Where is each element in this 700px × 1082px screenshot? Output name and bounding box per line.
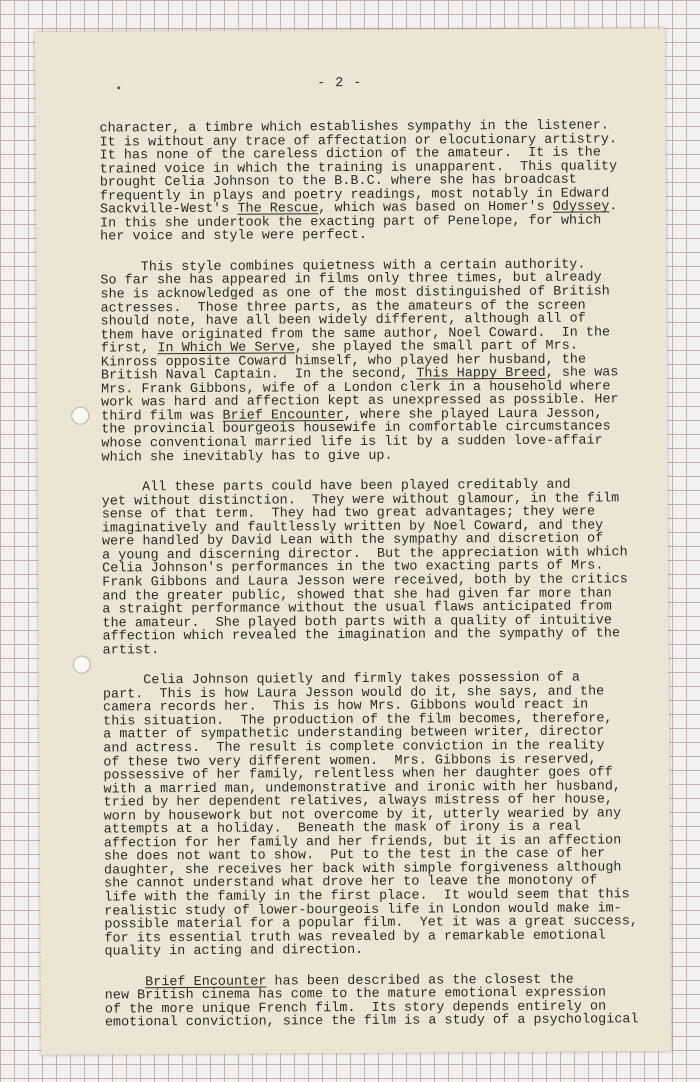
underlined-title: Brief Encounter xyxy=(145,974,267,990)
text-line: were handled by David Lean with the sympathy and discretion of xyxy=(101,531,604,550)
text-line: actresses. Those three parts, as the amateurs of the screen xyxy=(100,298,586,317)
punch-hole-top xyxy=(71,407,89,425)
text-line: Kinross opposite Coward himself, who played her husband, the xyxy=(100,352,587,371)
text-line: attempts at a holiday. Beneath the mask of irony is a real xyxy=(103,819,581,838)
text-line: affection which revealed the imagination and the sympathy of the xyxy=(102,626,621,645)
text-line: she does not want to show. Put to the test in the case of her xyxy=(103,846,606,865)
text-line: artist. xyxy=(102,642,160,659)
typed-page xyxy=(35,28,671,1055)
underlined-title: In Which We Serve xyxy=(157,340,295,357)
text-line: and the greater public, showed that she had given far more than xyxy=(102,585,612,605)
text-segment: . xyxy=(609,199,618,215)
text-line: camera records her. This is how Mrs. Gibbons would react in xyxy=(102,697,589,716)
text-line: yet without distinction. They were without glamour, in the film xyxy=(101,491,620,510)
text-line: life with the family in the first place. It would seem that this xyxy=(104,887,630,906)
text-line: Mrs. Frank Gibbons, wife of a London clerk in a household where xyxy=(101,379,611,398)
punch-hole-bottom xyxy=(73,656,91,674)
text-line: worn by housework but not overcome by it, utterly wearied by any xyxy=(103,806,622,825)
text-line: of the more unique French film. Its story depends entirely on xyxy=(104,999,607,1018)
text-line: the amateur. She played both parts with a quality of intuitive xyxy=(102,613,612,632)
text-segment: British Naval Captain. In the second, xyxy=(100,366,417,384)
text-segment: , which was based on Homer's xyxy=(318,200,553,217)
paragraph xyxy=(103,671,645,959)
page-number: - 2 - xyxy=(317,75,363,92)
text-line: with a married man, undemonstrative and ironic with her husband, xyxy=(103,778,622,798)
text-line: which she inevitably has to give up. xyxy=(101,448,393,466)
text-segment: , she played the small part of Mrs. xyxy=(294,338,578,356)
text-line: new British cinema has come to the mature emotional expression xyxy=(104,985,607,1004)
text-line: she cannot understand what drove her to leave the monotony of xyxy=(104,873,598,892)
text-line: emotional conviction, since the film is a study of a psychological xyxy=(104,1012,639,1031)
text-line: a straight performance without the usual flaws anticipated from xyxy=(102,599,612,618)
text-segment: third film was xyxy=(101,408,223,425)
text-line: a young and discerning director. But the appreciation with which xyxy=(102,545,628,564)
text-line: possible material for a popular film. Yet it was a great success, xyxy=(104,914,639,933)
text-line: this situation. The production of the film becomes, therefore, xyxy=(103,711,613,730)
text-line: imaginatively and faultlessly written by Noel Coward, and they xyxy=(101,518,604,537)
body-text xyxy=(99,119,645,1047)
text-line: tried by her dependent relatives, always mistress of her house, xyxy=(103,792,614,811)
text-line: So far she has appeared in films only three times, but already xyxy=(100,270,602,290)
ink-speck xyxy=(117,86,120,89)
text-line: brought Celia Johnson to the B.B.C. where she has broadcast xyxy=(99,172,577,191)
text-line: character, a timbre which establishes sympathy in the listener. xyxy=(99,118,609,137)
text-line: It is without any trace of affectation or elocutionary artistry. xyxy=(99,131,618,151)
text-line: them have originated from the same author, Noel Coward. In the xyxy=(100,325,611,344)
text-line: This style combines quietness with a certain authority. xyxy=(100,257,586,276)
text-line: affection for her family and her friends, but it is an affection xyxy=(103,833,622,852)
text-line: Celia Johnson quietly and firmly takes possession of a xyxy=(102,670,580,689)
text-line: her voice and style were perfect. xyxy=(100,228,368,245)
text-segment: first, xyxy=(100,341,158,357)
text-line: Frank Gibbons and Laura Jesson were received, both by the critics xyxy=(102,572,628,591)
text-line: she is acknowledged as one of the most distinguished of British xyxy=(100,284,610,303)
text-segment: Sackville-West's xyxy=(99,201,238,218)
paragraph xyxy=(100,258,641,464)
text-line: work was hard and affection kept as unexpressed as possible. Her xyxy=(101,392,619,411)
text-line: All these parts could have been played creditably and xyxy=(101,477,571,496)
paragraph xyxy=(105,973,645,1030)
text-segment: has been described as the closest the xyxy=(266,972,574,990)
text-line: possessive of her family, relentless when her daughter goes off xyxy=(103,765,613,784)
paragraph xyxy=(102,478,643,657)
underlined-title: Brief Encounter xyxy=(222,407,344,424)
text-line: In this she undertook the exacting part of Penelope, for which xyxy=(100,213,602,232)
text-line: should note, have all been widely different, although all of xyxy=(100,311,586,330)
text-line: part. This is how Laura Jesson would do it, she says, and the xyxy=(102,684,605,703)
text-line: and actress. The result is complete conviction in the reality xyxy=(103,738,605,757)
paragraph xyxy=(99,119,640,244)
text-line: daughter, she receives her back with simple forgiveness although xyxy=(103,860,622,879)
text-line: sense of that term. They had two great advantages; they were xyxy=(101,504,596,523)
text-line: a matter of sympathetic understanding between writer, director xyxy=(103,724,605,743)
text-line: of these two very different women. Mrs. Gibbons is reserved, xyxy=(103,752,597,771)
text-segment: , she was xyxy=(545,365,619,382)
underlined-title: This Happy Breed xyxy=(416,366,546,382)
text-line: the provincial bourgeois housewife in comfortable circumstances xyxy=(101,419,611,439)
text-line: It has none of the careless diction of the amateur. It is the xyxy=(99,145,601,164)
text-segment: , where she played Laura Jesson, xyxy=(343,406,603,423)
text-line: frequently in plays and poetry readings, most notably in Edward xyxy=(99,186,610,205)
underlined-title: Odyssey xyxy=(552,199,610,216)
text-line: for its essential truth was revealed by a remarkable emotional xyxy=(104,928,606,947)
text-line: Celia Johnson's performances in the two exacting parts of Mrs. xyxy=(102,558,604,577)
text-line: whose conventional married life is lit by a sudden love-affair xyxy=(101,433,603,452)
text-line: trained voice in which the training is unapparent. This quality xyxy=(99,159,618,178)
text-line: realistic study of lower-bourgeois life in London would make im- xyxy=(104,900,622,920)
text-line: quality in acting and direction. xyxy=(104,943,364,960)
underlined-title: The Rescue xyxy=(237,201,319,217)
